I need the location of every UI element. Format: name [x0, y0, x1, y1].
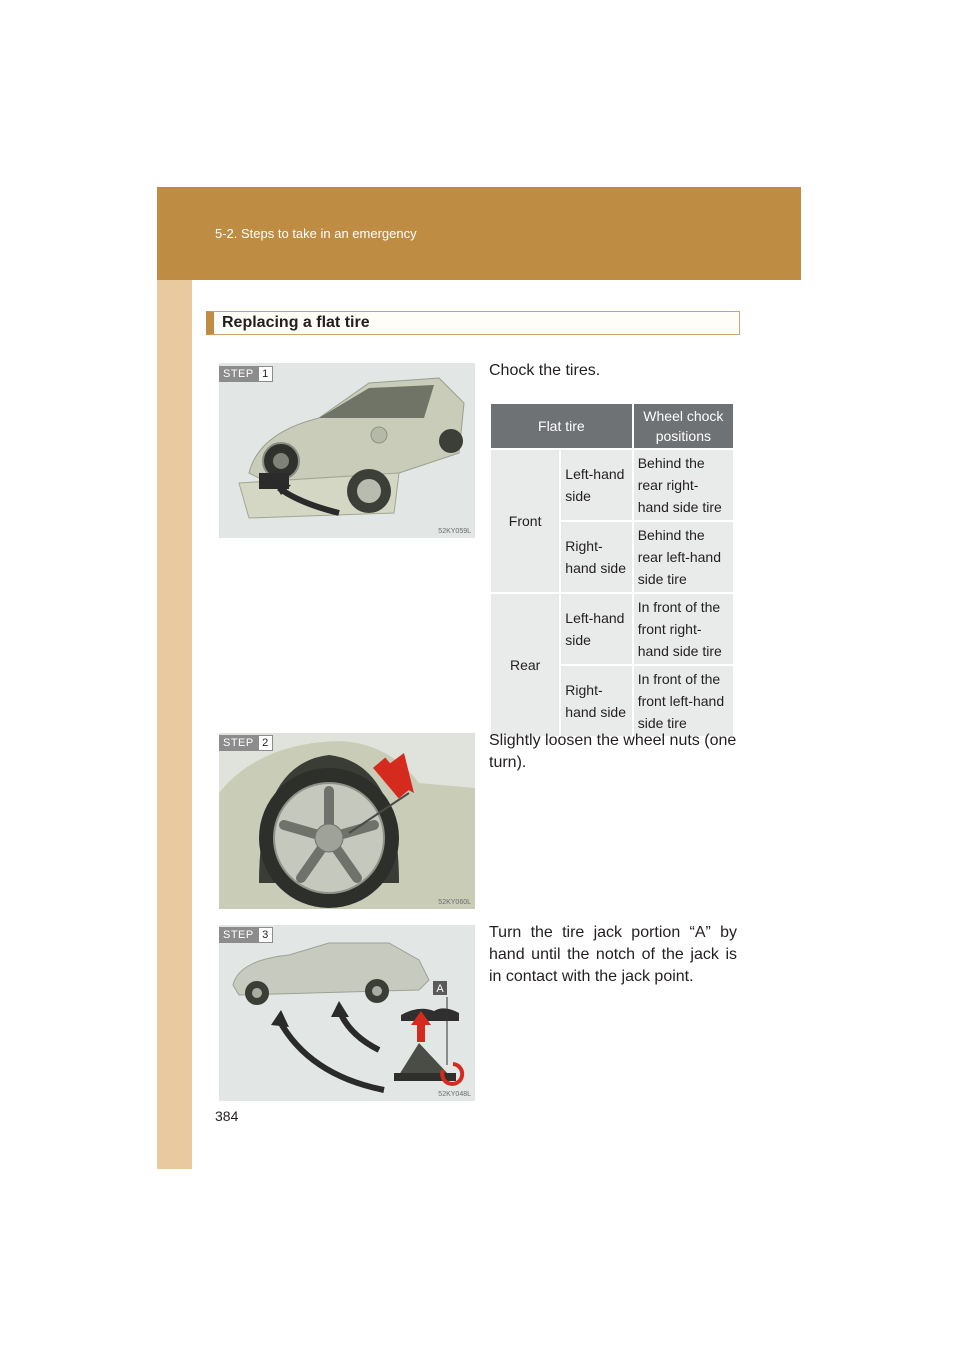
table-header: Flat tire	[490, 403, 633, 449]
callout-a: A	[436, 983, 444, 995]
figure-code: 52KY059L	[438, 528, 471, 535]
step-label: STEP	[219, 927, 258, 943]
table-row	[490, 449, 734, 521]
step3-text: Turn the tire jack portion “A” by hand until the notch of the jack is in contact with the jack point.	[489, 924, 737, 985]
figure-step3-jack	[219, 925, 475, 1101]
step-label: STEP	[219, 735, 258, 751]
step-badge	[219, 927, 273, 943]
section-title: 5-2. Steps to take in an emergency	[215, 226, 417, 241]
step-number: 2	[258, 735, 273, 751]
step-label: STEP	[219, 366, 258, 382]
wheel-illustration	[219, 733, 475, 909]
table-header: Wheel chock positions	[633, 403, 734, 449]
table-header-row	[490, 403, 734, 449]
car-chock-illustration	[219, 363, 475, 538]
table-cell-position: Behind the rear right-hand side tire	[633, 449, 734, 521]
wheel-chock-table	[489, 402, 735, 738]
subheading-box	[206, 311, 740, 335]
table-cell-position: Behind the rear left-hand side tire	[633, 521, 734, 593]
table-cell-side: Left-hand side	[560, 593, 632, 665]
table-cell-group: Rear	[490, 593, 560, 737]
figure-step2-wheel-nuts	[219, 733, 475, 909]
table-cell-side: Right-hand side	[560, 665, 632, 737]
table-cell-side: Right-hand side	[560, 521, 632, 593]
subheading: Replacing a flat tire	[222, 314, 370, 331]
step-badge	[219, 735, 273, 751]
side-strip	[157, 280, 192, 1169]
table-row	[490, 593, 734, 665]
step-number: 1	[258, 366, 273, 382]
step2-text: Slightly loosen the wheel nuts (one turn).	[489, 732, 737, 771]
table-cell-position: In front of the front left-hand side tire	[633, 665, 734, 737]
jack-illustration	[219, 925, 475, 1101]
figure-code: 52KY048L	[438, 1091, 471, 1098]
figure-code: 52KY060L	[438, 899, 471, 906]
step-number: 3	[258, 927, 273, 943]
table-cell-position: In front of the front right-hand side tire	[633, 593, 734, 665]
page-number: 384	[215, 1108, 239, 1124]
step-badge	[219, 366, 273, 382]
table-cell-group: Front	[490, 449, 560, 593]
table-cell-side: Left-hand side	[560, 449, 632, 521]
step1-text: Chock the tires.	[489, 362, 601, 379]
figure-step1-chock	[219, 363, 475, 538]
